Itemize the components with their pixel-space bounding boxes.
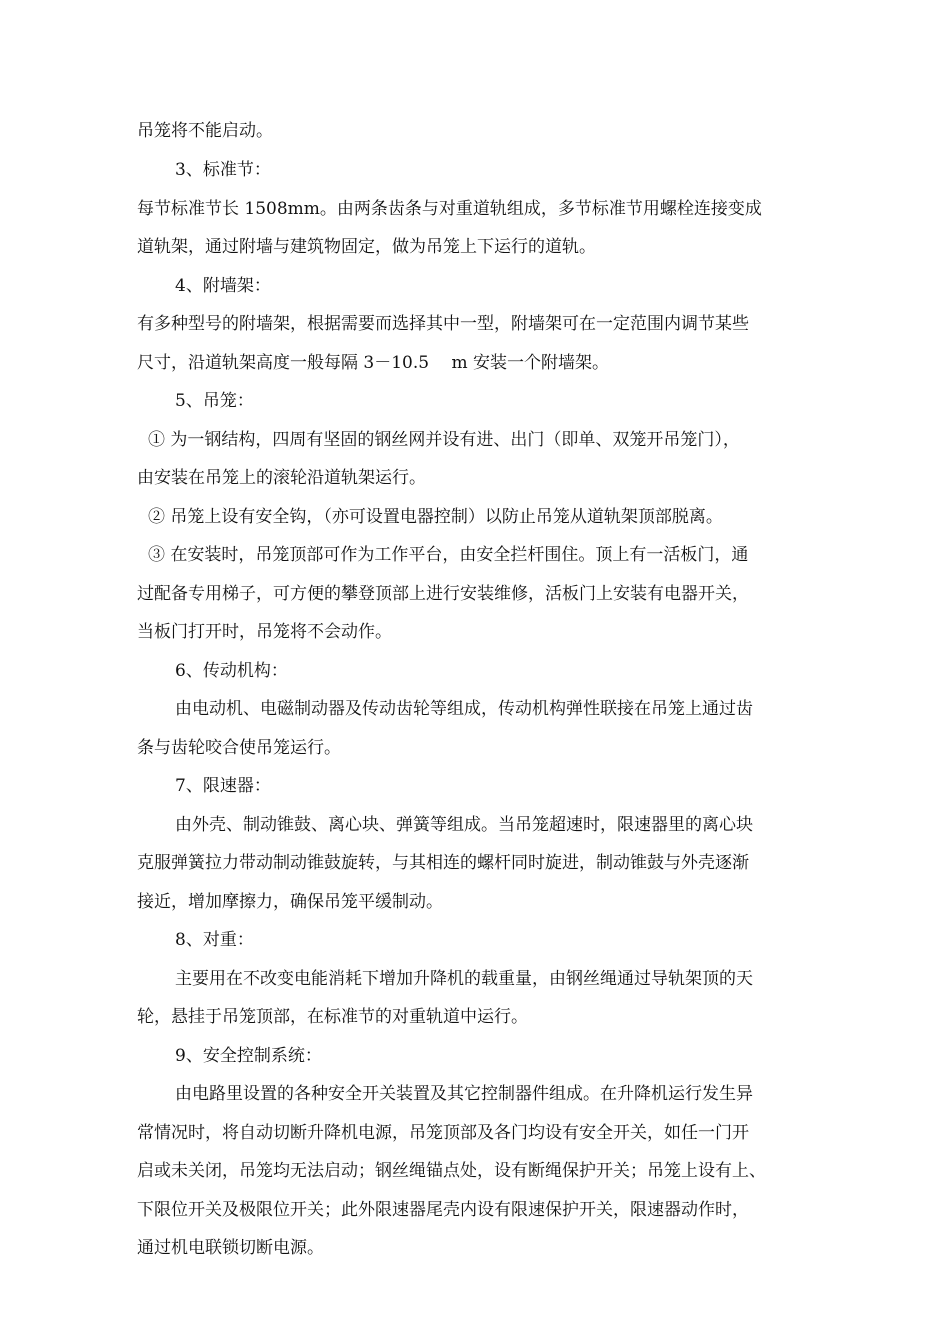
heading-cage: 5、吊笼： [175, 391, 254, 411]
text-line: 启或未关闭，吊笼均无法启动；钢丝绳锚点处，设有断绳保护开关；吊笼上设有上、 [137, 1161, 766, 1181]
heading-drive-mechanism: 6、传动机构： [175, 661, 288, 681]
text-line: 常情况时，将自动切断升降机电源，吊笼顶部及各门均设有安全开关，如任一门开 [137, 1123, 749, 1143]
text-line: 主要用在不改变电能消耗下增加升降机的载重量，由钢丝绳通过导轨架顶的天 [175, 969, 753, 989]
heading-wall-bracket: 4、附墙架： [175, 276, 271, 296]
text-line: 有多种型号的附墙架，根据需要而选择其中一型，附墙架可在一定范围内调节某些 [137, 314, 749, 334]
text-line: 道轨架，通过附墙与建筑物固定，做为吊笼上下运行的道轨。 [137, 237, 596, 257]
text-line-item-2: ② 吊笼上设有安全钩，（亦可设置电器控制）以防止吊笼从道轨架顶部脱离。 [148, 507, 723, 527]
text-line: 轮，悬挂于吊笼顶部，在标准节的对重轨道中运行。 [137, 1007, 528, 1027]
text-line: 由电路里设置的各种安全开关装置及其它控制器件组成。在升降机运行发生异 [175, 1084, 753, 1104]
text-line: 由安装在吊笼上的滚轮沿道轨架运行。 [137, 468, 426, 488]
text-line-item-1: ① 为一钢结构，四周有坚固的钢丝网并设有进、出门（即单、双笼开吊笼门）， [148, 430, 740, 450]
text-line: 条与齿轮咬合使吊笼运行。 [137, 738, 341, 758]
text-line: 尺寸，沿道轨架高度一般每隔 3－10.5 m 安装一个附墙架。 [137, 353, 609, 373]
text-line: 克服弹簧拉力带动制动锥鼓旋转，与其相连的螺杆同时旋进，制动锥鼓与外壳逐渐 [137, 853, 749, 873]
text-line: 每节标准节长 1508mm。由两条齿条与对重道轨组成，多节标准节用螺栓连接变成 [137, 199, 762, 219]
heading-standard-section: 3、标准节： [175, 160, 271, 180]
text-line: 下限位开关及极限位开关；此外限速器尾壳内设有限速保护开关，限速器动作时， [137, 1200, 749, 1220]
text-line: 过配备专用梯子，可方便的攀登顶部上进行安装维修，活板门上安装有电器开关， [137, 584, 749, 604]
text-line-item-3: ③ 在安装时，吊笼顶部可作为工作平台，由安全拦杆围住。顶上有一活板门，通 [148, 545, 749, 565]
text-line: 由电动机、电磁制动器及传动齿轮等组成，传动机构弹性联接在吊笼上通过齿 [175, 699, 753, 719]
heading-safety-control: 9、安全控制系统： [175, 1046, 322, 1066]
text-line-continuation: 吊笼将不能启动。 [137, 121, 273, 141]
text-line: 当板门打开时，吊笼将不会动作。 [137, 622, 392, 642]
text-line: 接近，增加摩擦力，确保吊笼平缓制动。 [137, 892, 443, 912]
text-line: 由外壳、制动锥鼓、离心块、弹簧等组成。当吊笼超速时，限速器里的离心块 [175, 815, 753, 835]
text-line: 通过机电联锁切断电源。 [137, 1238, 324, 1258]
heading-counterweight: 8、对重： [175, 930, 254, 950]
heading-speed-limiter: 7、限速器： [175, 776, 271, 796]
